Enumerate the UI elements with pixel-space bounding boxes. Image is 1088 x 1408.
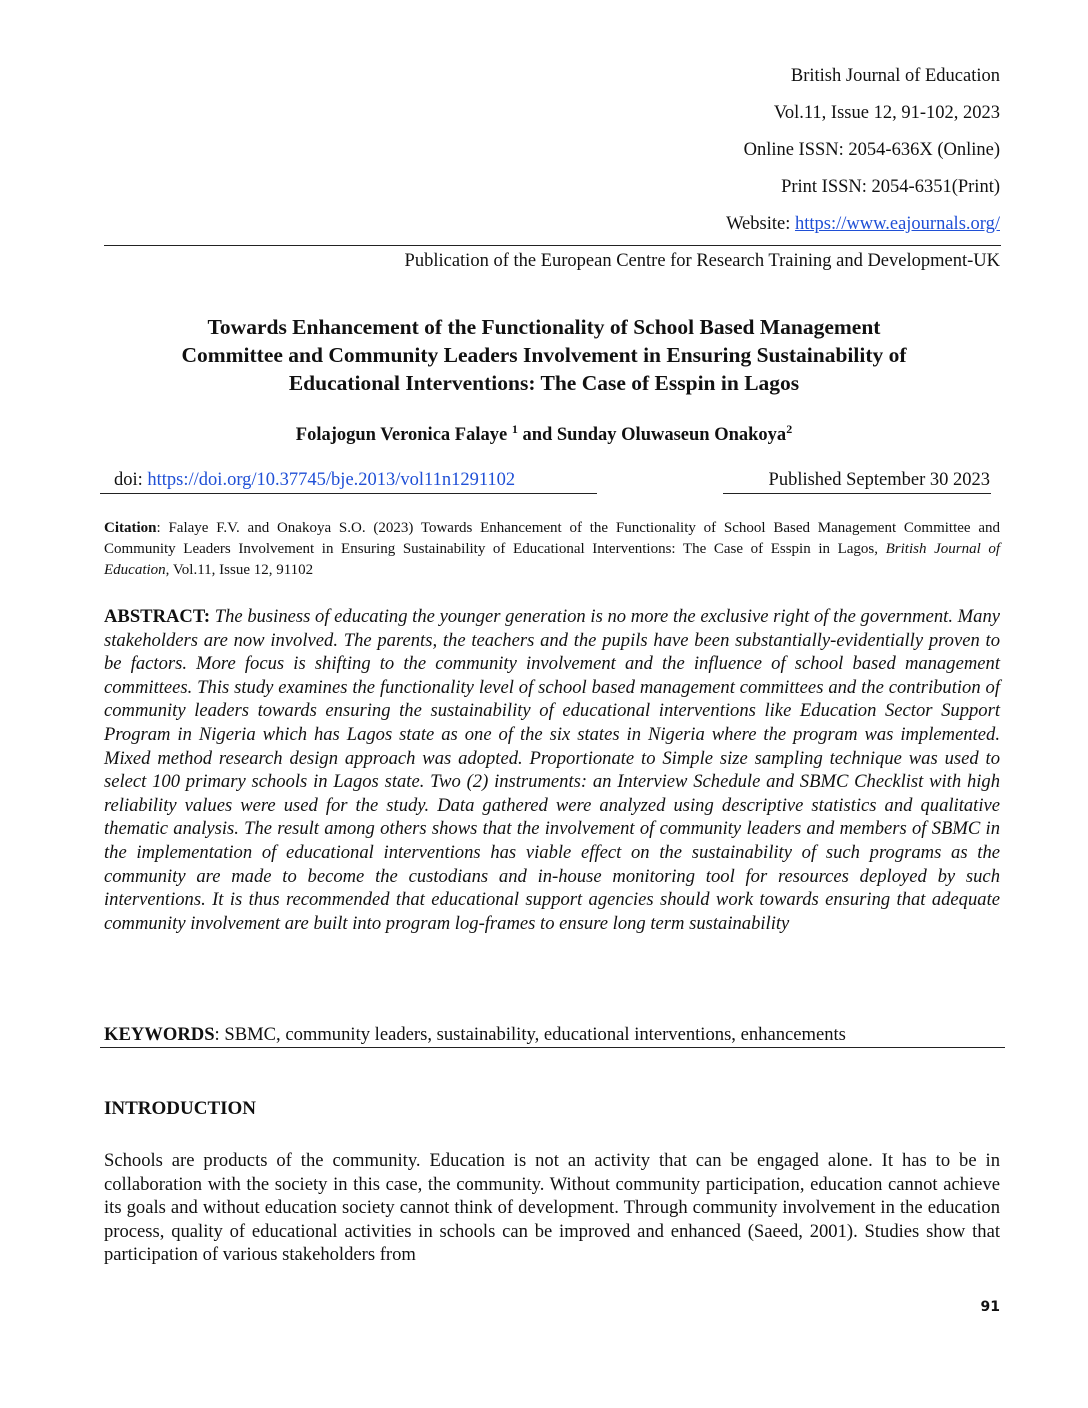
introduction-heading: INTRODUCTION (104, 1098, 257, 1119)
paper-title-line-1: Towards Enhancement of the Functionality of School Based Management (207, 315, 881, 339)
citation-label: Citation (104, 520, 157, 536)
keywords-text: : SBMC, community leaders, sustainability, educational interventions, enhancements (214, 1024, 846, 1045)
author-2-affiliation: 2 (786, 422, 793, 436)
citation-details: , Vol.11, Issue 12, 91102 (165, 562, 314, 578)
citation-journal: British Journal of Education (104, 541, 1001, 578)
author-1: Folajogun Veronica Falaye (295, 425, 508, 446)
website-line (726, 213, 1000, 235)
published-date: Published September 30 2023 (768, 470, 990, 490)
journal-name: British Journal of Education (790, 66, 1000, 86)
keywords (104, 1024, 1000, 1046)
header-rule (104, 245, 1001, 246)
doi-label: doi: (114, 470, 148, 490)
online-issn: Online ISSN: 2054-636X (Online) (743, 140, 1000, 160)
authors (100, 422, 988, 446)
journal-volume: Vol.11, Issue 12, 91-102, 2023 (773, 103, 1000, 123)
doi-rule-right (723, 493, 991, 494)
doi-link[interactable]: https://doi.org/10.37745/bje.2013/vol11n1291102 (147, 470, 516, 490)
author-1-affiliation: 1 (511, 422, 518, 436)
doi-rule-left (100, 493, 597, 494)
website-link[interactable]: https://www.eajournals.org/ (794, 214, 1000, 234)
citation-text: : Falaye F.V. and Onakoya S.O. (2023) Towards Enhancement of the Functionality of School Based Management Committee and Community Leaders Involvement in Ensuring Sustainability of Educational Interventions: The Case of Esspin in Lagos, (104, 520, 1000, 557)
author-2: Sunday Oluwaseun Onakoya (556, 425, 787, 446)
introduction-paragraph: Schools are products of the community. Education is not an activity that can be engaged alone. It has to be in collaboration with the society in this case, the community. Without community participation, education cannot achieve its goals and without education society cannot think of development. Through community involvement in the education process, quality of educational activities in schools can be improved and enhanced (Saeed, 2001). Studies show that participation of various stakeholders from (104, 1150, 1000, 1266)
paper-title-line-2: Committee and Community Leaders Involvement in Ensuring Sustainability of (181, 343, 907, 367)
keywords-label: KEYWORDS (104, 1024, 215, 1045)
abstract-label: ABSTRACT: (104, 606, 211, 627)
website-label: Website: (726, 214, 795, 234)
authors-conjunction: and (517, 425, 557, 446)
paper-title-line-3: Educational Interventions: The Case of Esspin in Lagos (288, 371, 800, 395)
publisher-line: Publication of the European Centre for Research Training and Development-UK (404, 251, 1000, 271)
abstract-text: The business of educating the younger generation is no more the exclusive right of the government. Many stakeholders are now involved. The parents, the teachers and the pupils have been substantially-evidentially proven to be factors. More focus is shifting to the community involvement and the influence of school based management committees. This study examines the functionality level of school based management committees and the contribution of community leaders towards ensuring the sustainability of educational interventions like Education Sector Support Program in Nigeria which has Lagos state as one of the six states in Nigeria where the program was implemented. Mixed method research design approach was adopted. Proportionate to Simple size sampling technique was used to select 100 primary schools in Lagos state. Two (2) instruments: an Interview Schedule and SBMC Checklist with high reliability values were used for the study. Data gathered were analyzed using descriptive statistics and qualitative thematic analysis. The result among others shows that the involvement of community leaders and members of SBMC in the implementation of educational interventions has viable effect on the sustainability of such programs as the community are made to become the custodians and in-house monitoring tool for resources deployed by such interventions. It is thus recommended that educational support agencies should work towards ensuring that adequate community involvement are built into program log-frames to ensure long term sustainability (104, 606, 1000, 934)
page-number: 91 (980, 1299, 1000, 1315)
print-issn: Print ISSN: 2054-6351(Print) (781, 177, 1000, 197)
keywords-rule (100, 1047, 1005, 1048)
paper-title (100, 313, 988, 397)
citation (104, 518, 1000, 581)
abstract (104, 605, 1000, 935)
